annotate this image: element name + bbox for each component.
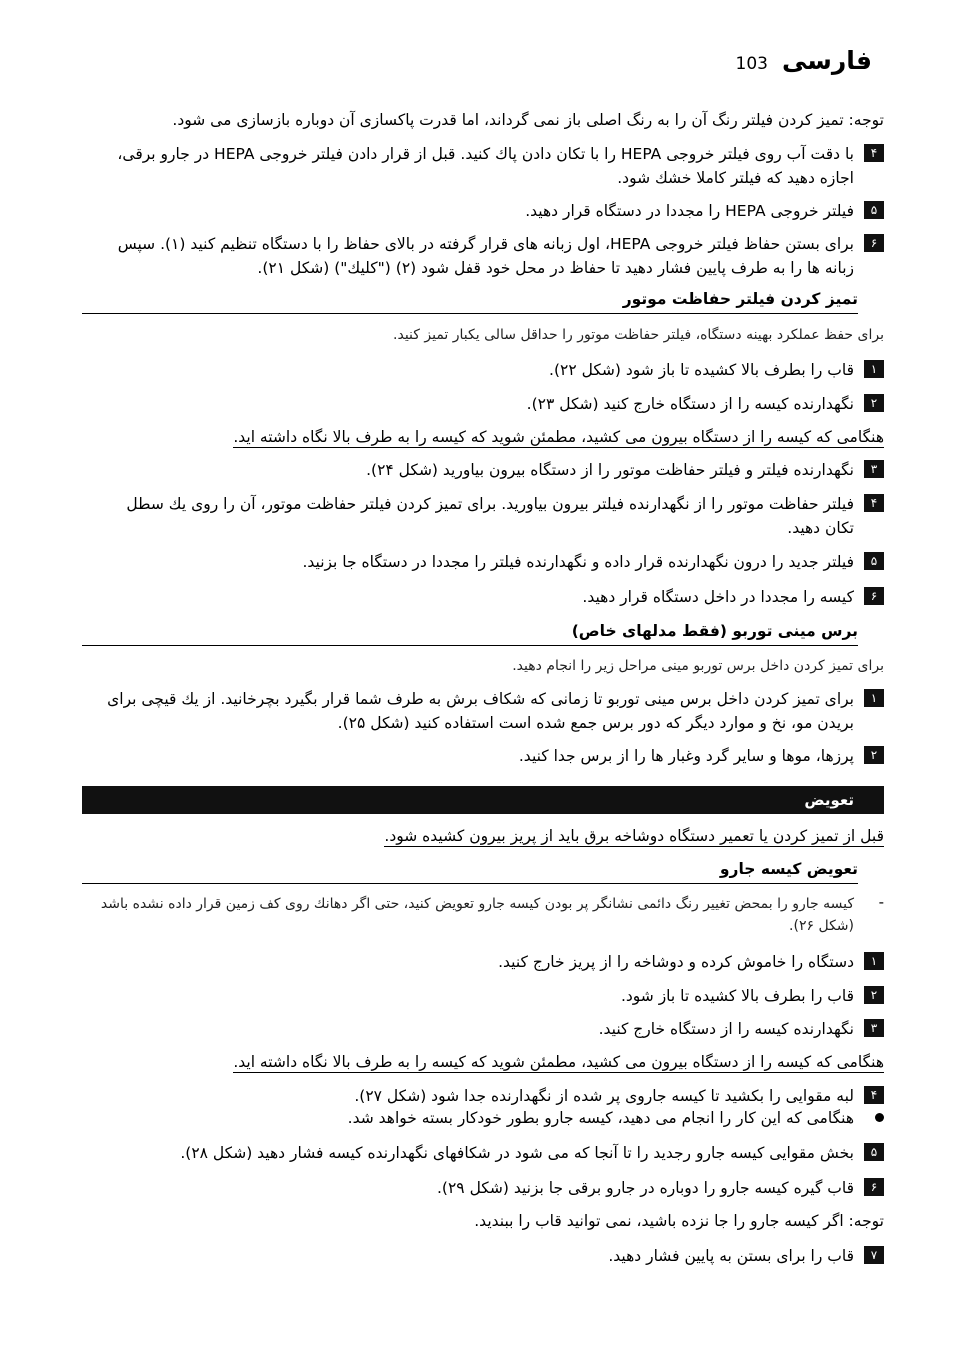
bag-step-3 bbox=[100, 1017, 884, 1041]
step-number: ۷ bbox=[864, 1246, 884, 1264]
step-number: ۱ bbox=[864, 360, 884, 378]
step-number: ۴ bbox=[864, 144, 884, 162]
bag-step-4 bbox=[100, 1084, 884, 1108]
step-number: ۴ bbox=[864, 1086, 884, 1104]
step-text: نگهدارنده کیسه را از دستگاه خارج کنید. bbox=[598, 1020, 854, 1038]
step-number: ۵ bbox=[864, 201, 884, 219]
turbo-step-2 bbox=[100, 744, 884, 768]
step-text: قاب گیره کیسه جارو را دوباره در جارو برقی جا بزنید (شکل ۲۹). bbox=[437, 1179, 854, 1197]
motor-step-1 bbox=[100, 358, 884, 382]
motor-step-5 bbox=[100, 550, 884, 574]
turbo-step-1 bbox=[100, 687, 884, 735]
motor-step-3 bbox=[100, 458, 884, 482]
motor-warning bbox=[80, 425, 884, 449]
step-number: ۳ bbox=[864, 460, 884, 478]
step-number: ۲ bbox=[864, 746, 884, 764]
step-number: ۲ bbox=[864, 986, 884, 1004]
step-text: نگهدارنده فیلتر و فیلتر حفاظت موتور را از دستگاه بیرون بیاورید (شکل ۲۴). bbox=[366, 461, 854, 479]
step-number: ۱ bbox=[864, 952, 884, 970]
turbo-brush-heading: برس مینی توربو (فقط مدلهای خاص) bbox=[82, 620, 858, 646]
warning-text: قبل از تمیز کردن یا تعمیر دستگاه دوشاخه برق باید از پریز بیرون کشیده شود. bbox=[384, 827, 884, 845]
hepa-step-5 bbox=[100, 199, 884, 223]
bag-step-2 bbox=[100, 984, 884, 1008]
step-number: ۱ bbox=[864, 689, 884, 707]
step-text: قاب را برای بستن به پایین فشار دهید. bbox=[608, 1247, 854, 1265]
step-text: کیسه را مجددا در داخل دستگاه قرار دهید. bbox=[582, 588, 854, 606]
motor-step-6 bbox=[100, 585, 884, 609]
warning-text: هنگامی که کیسه را از دستگاه بیرون می کشید، مطمئن شوید که کیسه را به طرف بالا نگاه داشته اید. bbox=[233, 428, 884, 446]
step-text: دستگاه را خاموش کرده و دوشاخه را از پریز خارج کنید. bbox=[498, 953, 854, 971]
language-title: فارسی bbox=[781, 46, 872, 75]
motor-step-4 bbox=[100, 492, 884, 540]
warning-text: هنگامی که کیسه را از دستگاه بیرون می کشید، مطمئن شوید که کیسه را به طرف بالا نگاه داشته اید. bbox=[233, 1053, 884, 1071]
bag-dash-item: کیسه جارو را بمحض تغییر رنگ دائمی نشانگر پر بودن کیسه جارو تعویض کنید، حتی اگر دهانك روی کف زمین قرار داده نشده باشد (شکل ۲۶). bbox=[100, 896, 854, 934]
step-text: با دقت آب روی فیلتر خروجی HEPA را با تکان دادن پاك کنید. قبل از قرار دادن فیلتر خروجی HEPA در جارو برقی، اجازه دهید که فیلتر کاملا خشك شود. bbox=[117, 145, 854, 187]
step-number: ۶ bbox=[864, 1178, 884, 1196]
motor-step-2 bbox=[100, 392, 884, 416]
step-number: ۶ bbox=[864, 587, 884, 605]
step-text: پرزها، موها و سایر گرد وغبار ها را از برس جدا کنید. bbox=[518, 747, 854, 765]
bag-note: توجه: اگر کیسه جارو را جا نزده باشید، نمی توانید قاب را ببندید. bbox=[474, 1212, 884, 1230]
step-number: ۵ bbox=[864, 1143, 884, 1161]
turbo-intro: برای تمیز کردن داخل برس توربو مینی مراحل زیر را انجام دهید. bbox=[512, 658, 884, 674]
replace-bag-heading: تعویض کیسه جارو bbox=[82, 858, 858, 884]
page-number: 103 bbox=[735, 54, 768, 74]
page-header bbox=[736, 46, 872, 75]
step-text: فیلتر خروجی HEPA را مجددا در دستگاه قرار دهید. bbox=[525, 202, 854, 220]
step-number: ۲ bbox=[864, 394, 884, 412]
step-number: ۶ bbox=[864, 234, 884, 252]
bag-step-5 bbox=[100, 1141, 884, 1165]
motor-filter-heading: تمیز کردن فیلتر حفاظت موتور bbox=[82, 288, 858, 314]
bag-step-6 bbox=[100, 1176, 884, 1200]
bullet-icon bbox=[875, 1113, 884, 1122]
bag-bullet-text: هنگامی که این کار را انجام می دهید، کیسه جارو بطور خودکار بسته خواهد شد. bbox=[347, 1109, 854, 1127]
bag-step-7 bbox=[100, 1244, 884, 1268]
step-text: قاب را بطرف بالا کشیده تا باز شود (شکل ۲۲). bbox=[549, 361, 854, 379]
bag-warning bbox=[80, 1050, 884, 1074]
top-note: توجه: تمیز کردن فیلتر رنگ آن را به رنگ اصلی باز نمی گرداند، اما قدرت پاکسازی آن دوباره بازسازی می شود. bbox=[172, 111, 884, 129]
step-text: برای تمیز کردن داخل برس مینی توربو تا زمانی که شکاف برش به طرف شما قرار بگیرد بچرخانید. از یك قیچی برای بریدن مو، نخ و موارد دیگر که دور برس جمع شده است استفاده کنید (شکل ۲۵). bbox=[107, 690, 854, 732]
hepa-step-4 bbox=[100, 142, 884, 190]
step-text: بخش مقوایی کیسه جارو رجدید را تا آنجا که می شود در شکافهای نگهدارنده کیسه فشار دهید (شکل ۲۸). bbox=[180, 1144, 854, 1162]
unplug-warning bbox=[80, 824, 884, 848]
step-text: قاب را بطرف بالا کشیده تا باز شود. bbox=[620, 987, 854, 1005]
replace-section-bar: تعویض bbox=[82, 786, 884, 814]
dash-marker: - bbox=[878, 893, 884, 911]
bag-step-1 bbox=[100, 950, 884, 974]
step-number: ۴ bbox=[864, 494, 884, 512]
step-text: فیلتر حفاظت موتور را از نگهدارنده فیلتر بیرون بیاورید. برای تمیز کردن فیلتر حفاظت موتور، آن را روی یك سطل تکان دهید. bbox=[126, 495, 854, 537]
step-text: برای بستن حفاظ فیلتر خروجی HEPA، اول زبانه های قرار گرفته در بالای حفاظ را با دستگاه تنظیم کنید (۱). سپس زبانه ها را به طرف پایین فشار دهید تا حفاظ در محل خود قفل شود (۲) ("کلیك") (شکل ۲۱). bbox=[117, 235, 854, 277]
step-number: ۵ bbox=[864, 552, 884, 570]
hepa-step-6 bbox=[100, 232, 884, 280]
step-text: نگهدارنده کیسه را از دستگاه خارج کنید (شکل ۲۳). bbox=[526, 395, 854, 413]
motor-intro: برای حفظ عملکرد بهینه دستگاه، فیلتر حفاظت موتور را حداقل سالی یکبار تمیز کنید. bbox=[393, 327, 884, 343]
step-text: فیلتر جدید را درون نگهدارنده قرار داده و نگهدارنده فیلتر را مجددا در دستگاه جا بزنید. bbox=[302, 553, 854, 571]
step-text: لبه مقوایی را بکشید تا کیسه جاروی پر شده از نگهدارنده جدا شود (شکل ۲۷). bbox=[354, 1087, 854, 1105]
step-number: ۳ bbox=[864, 1019, 884, 1037]
